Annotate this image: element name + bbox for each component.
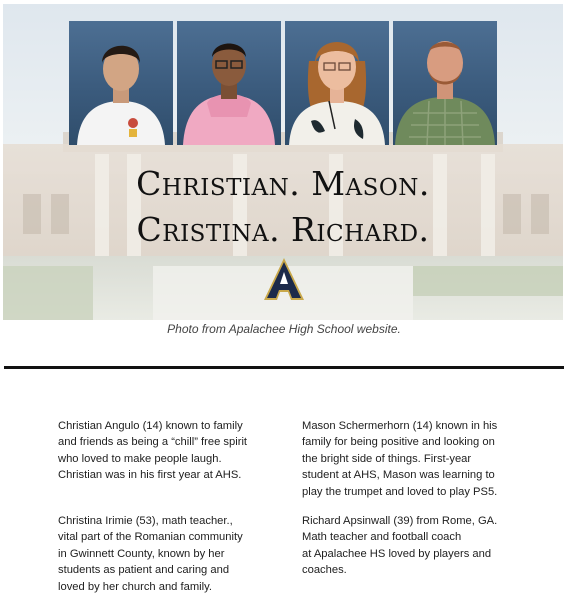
bio-christian [58, 418, 258, 484]
student-portrait-mason [177, 21, 281, 145]
bio-line: loved by her church and family. [58, 580, 213, 593]
bio-line: in Gwinnett County, known by her [58, 547, 225, 560]
bio-line: Christian Angulo (14) known to family [58, 420, 243, 432]
apalachee-a-logo [262, 256, 306, 302]
bio-line: Mason Schermerhorn (14) known in his [302, 420, 498, 432]
headline-line-1: Christian. Mason. [136, 164, 430, 203]
teacher-portrait-cristina [285, 21, 389, 145]
lawn-right [413, 266, 563, 296]
bio-line: Christina Irimie (53), math teacher., [58, 515, 233, 527]
bio-line: Richard Apsinwall (39) from Rome, GA. [302, 515, 498, 527]
bio-line: play the trumpet and loved to play PS5. [302, 485, 498, 498]
bio-richard [302, 513, 502, 579]
bio-line: Christian was in his first year at AHS. [58, 469, 242, 482]
bio-line: at Apalachee HS loved by players and [302, 547, 492, 560]
bio-line: who loved to make people laugh. [58, 452, 222, 465]
section-divider [4, 366, 564, 369]
bio-line: Math teacher and football coach [302, 531, 462, 544]
bio-line: students as patient and caring and [58, 564, 230, 577]
bio-cristina [58, 513, 258, 595]
bio-mason [302, 418, 502, 500]
bio-line: and friends as being a “chill” free spirit [58, 436, 248, 449]
bio-line: coaches. [302, 564, 347, 577]
memorial-banner [3, 4, 563, 320]
bio-line: the bright side of things. First-year [302, 452, 472, 465]
bio-line: vital part of the Romanian community [58, 531, 243, 544]
student-portrait-christian [69, 21, 173, 145]
bio-line: student at AHS, Mason was learning to [302, 469, 495, 482]
lawn-left [3, 266, 93, 320]
headline-line-2: Cristina. Richard. [136, 210, 430, 249]
photo-caption: Photo from Apalachee High School website. [167, 322, 401, 336]
teacher-portrait-richard [393, 21, 497, 145]
bio-line: family for being positive and looking on [302, 436, 495, 449]
